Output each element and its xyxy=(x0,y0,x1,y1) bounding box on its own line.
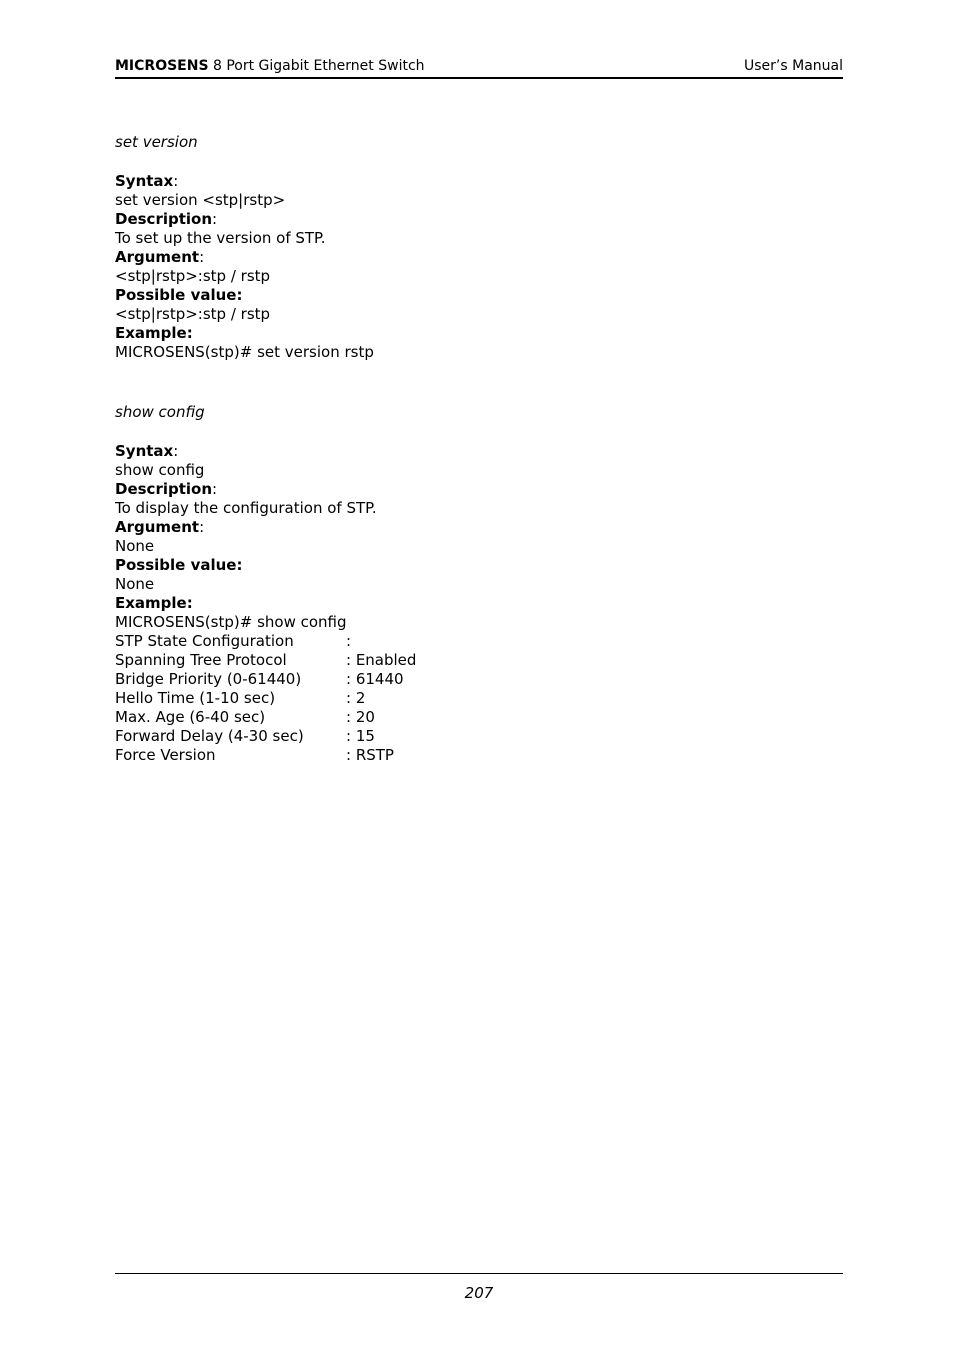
config-key: Hello Time (1-10 sec) xyxy=(115,689,276,707)
description-label: Description xyxy=(115,480,213,498)
description-label: Description xyxy=(115,210,213,228)
config-output xyxy=(115,632,843,765)
config-row xyxy=(115,727,843,746)
section-set-version: set version Syntax: set version <stp|rstp> Description: To set up the version of STP. Argument: <stp|rstp>:stp / rstp Possible value: <stp|rstp>:stp / rstp Example: MICROSENS(stp)# set version rstp xyxy=(115,133,843,362)
argument-value: <stp|rstp>:stp / rstp xyxy=(115,267,271,285)
syntax-label: Syntax xyxy=(115,172,174,190)
header-title xyxy=(115,57,425,75)
description-value: To display the configuration of STP. xyxy=(115,499,377,517)
syntax-value: set version <stp|rstp> xyxy=(115,191,286,209)
possible-value: <stp|rstp>:stp / rstp xyxy=(115,305,271,323)
header-brand: MICROSENS xyxy=(115,58,209,74)
argument-label: Argument xyxy=(115,518,200,536)
header-manual-label: User’s Manual xyxy=(744,58,843,74)
config-key: STP State Configuration xyxy=(115,632,294,650)
argument-label: Argument xyxy=(115,248,200,266)
example-label: Example: xyxy=(115,594,193,612)
config-key: Spanning Tree Protocol xyxy=(115,651,287,669)
example-value: MICROSENS(stp)# set version rstp xyxy=(115,343,374,361)
config-key: Max. Age (6-40 sec) xyxy=(115,708,266,726)
config-row xyxy=(115,708,843,727)
config-row xyxy=(115,689,843,708)
command-title: set version xyxy=(115,133,198,151)
config-value: : RSTP xyxy=(346,746,394,764)
config-row xyxy=(115,651,843,670)
config-row xyxy=(115,746,843,765)
example-label: Example: xyxy=(115,324,193,342)
config-value: : xyxy=(346,632,352,650)
config-value: : 61440 xyxy=(346,670,404,688)
section-show-config: show config Syntax: show config Description: To display the configuration of STP. Argument: None Possible value: None Example: MICROSENS(stp)# show config STP State Configuration : Spanning Tree Protocol : Enabled Bridge Priority (0-61440) : 61440 Hello Time (1-10 sec) : 2 Max. Age (6-40 sec) : 20 Forward Delay (4-30 sec) : 15 Force Version : RSTP xyxy=(115,403,843,765)
config-key: Force Version xyxy=(115,746,216,764)
page-header xyxy=(115,57,843,79)
config-key: Bridge Priority (0-61440) xyxy=(115,670,302,688)
possible-value: None xyxy=(115,575,155,593)
config-row xyxy=(115,670,843,689)
possible-value-label: Possible value: xyxy=(115,286,243,304)
command-title: show config xyxy=(115,403,205,421)
config-value: : Enabled xyxy=(346,651,417,669)
document-body xyxy=(115,133,843,765)
header-product: 8 Port Gigabit Ethernet Switch xyxy=(208,58,425,74)
config-key: Forward Delay (4-30 sec) xyxy=(115,727,304,745)
config-value: : 20 xyxy=(346,708,375,726)
config-row xyxy=(115,632,843,651)
possible-value-label: Possible value: xyxy=(115,556,243,574)
example-value: MICROSENS(stp)# show config xyxy=(115,613,347,631)
config-value: : 15 xyxy=(346,727,375,745)
syntax-value: show config xyxy=(115,461,205,479)
argument-value: None xyxy=(115,537,155,555)
description-value: To set up the version of STP. xyxy=(115,229,326,247)
syntax-label: Syntax xyxy=(115,442,174,460)
page-number: 207 xyxy=(464,1284,494,1302)
config-value: : 2 xyxy=(346,689,366,707)
page-footer xyxy=(115,1273,843,1303)
